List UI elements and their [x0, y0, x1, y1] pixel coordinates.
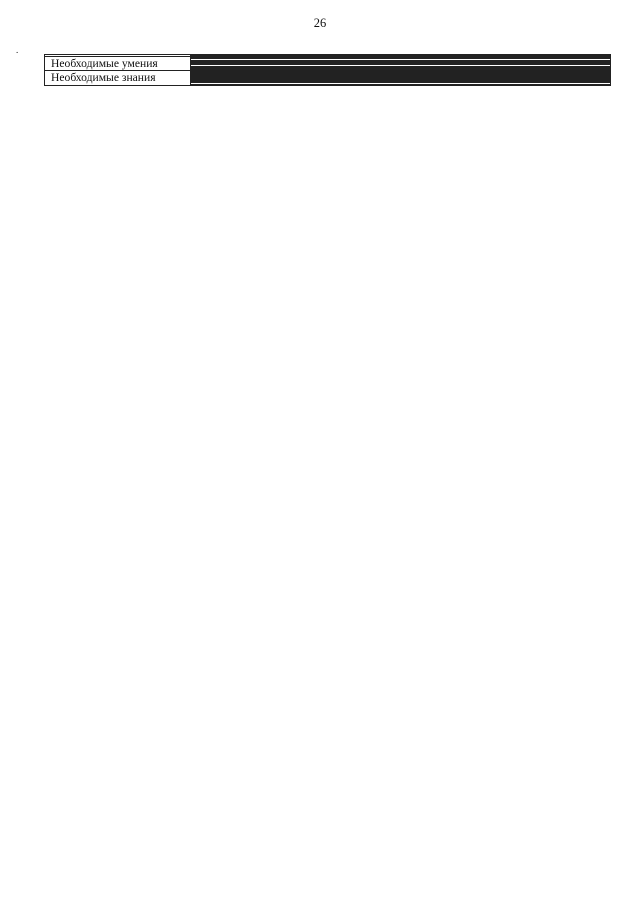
scan-mark: .	[16, 45, 19, 55]
page-number: 26	[313, 16, 327, 30]
section-label-knowledge: Необходимые знания	[45, 71, 191, 85]
competency-table	[44, 54, 611, 86]
table-cell	[191, 84, 611, 85]
section-label-skills: Необходимые умения	[45, 57, 191, 71]
